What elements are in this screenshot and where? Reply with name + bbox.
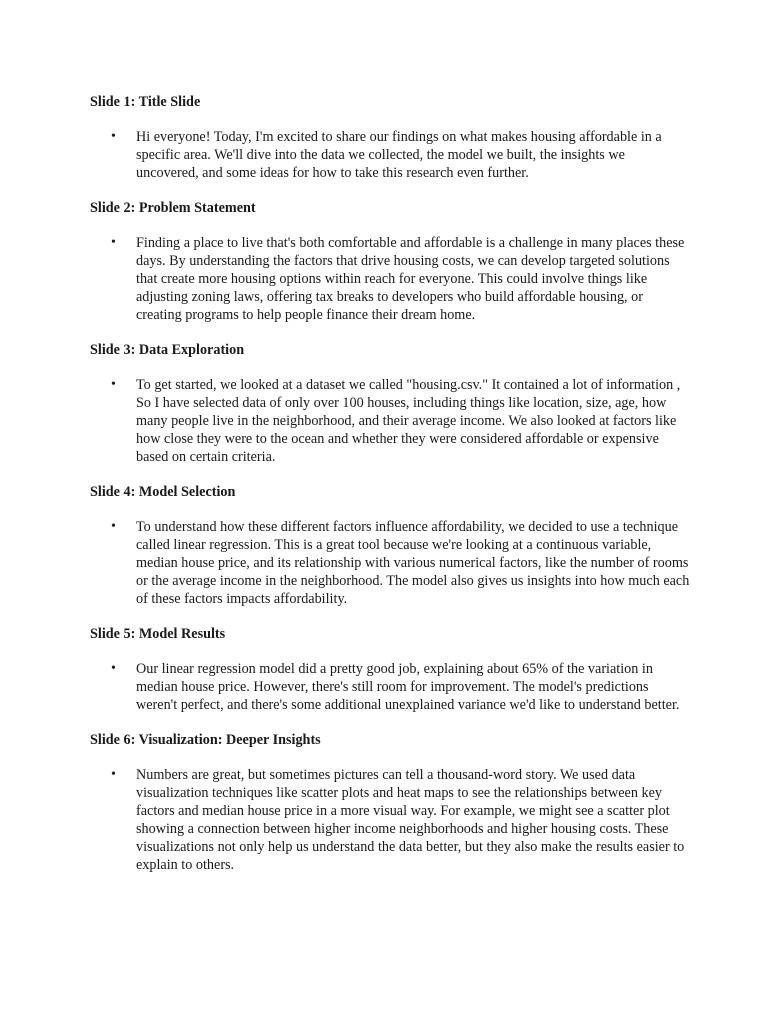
slide-1-bullet-text: Hi everyone! Today, I'm excited to share our findings on what makes housing affordable in a specific area. We'll dive into the data we collected, the model we built, the insights we uncovered, and some ideas for how to take this research even further. xyxy=(136,129,662,181)
slide-4-bullet-text: To understand how these different factors influence affordability, we decided to use a technique called linear regression. This is a great tool because we're looking at a continuous variable, median house price, and its relationship with various numerical factors, like the number of rooms or the average income in the neighborhood. The model also gives us insights into how much each of these factors impacts affordability. xyxy=(136,519,690,607)
slide-6-bullet-item xyxy=(90,766,690,874)
slide-5-bullet-item xyxy=(90,660,690,714)
slide-2-bullet-list xyxy=(90,234,690,324)
slide-3-heading: Slide 3: Data Exploration xyxy=(90,342,245,358)
slide-5-heading: Slide 5: Model Results xyxy=(90,626,226,642)
slide-4-bullet-item xyxy=(90,518,690,608)
slide-6-bullet-text: Numbers are great, but sometimes pictures can tell a thousand-word story. We used data visualization techniques like scatter plots and heat maps to see the relationships between key factors and median house price in a more visual way. For example, we might see a scatter plot showing a connection between higher income neighborhoods and higher housing costs. These visualizations not only help us understand the data better, but they also make the results easier to explain to others. xyxy=(136,767,685,873)
slide-5-bullet-list xyxy=(90,660,690,714)
slide-3-bullet-item xyxy=(90,376,690,466)
slide-6-section xyxy=(90,731,690,874)
slide-3-section xyxy=(90,341,690,466)
slide-2-heading: Slide 2: Problem Statement xyxy=(90,200,256,216)
slide-4-section xyxy=(90,483,690,608)
slide-5-bullet-text: Our linear regression model did a pretty good job, explaining about 65% of the variation in median house price. However, there's still room for improvement. The model's predictions weren't perfect, and there's some additional unexplained variance we'd like to understand better. xyxy=(136,661,680,713)
slide-2-bullet-text: Finding a place to live that's both comfortable and affordable is a challenge in many places these days. By understanding the factors that drive housing costs, we can develop targeted solutions that create more housing options within reach for everyone. This could involve things like adjusting zoning laws, offering tax breaks to developers who build affordable housing, or creating programs to help people finance their dream home. xyxy=(136,235,685,323)
bullet-icon: • xyxy=(111,661,116,676)
slide-3-bullet-list xyxy=(90,376,690,466)
slide-2-bullet-item xyxy=(90,234,690,324)
bullet-icon: • xyxy=(111,519,116,534)
slide-1-bullet-item xyxy=(90,128,690,182)
slide-6-bullet-list xyxy=(90,766,690,874)
slide-3-bullet-text: To get started, we looked at a dataset we called "housing.csv." It contained a lot of information , So I have selected data of only over 100 houses, including things like location, size, age, how many people live in the neighborhood, and their average income. We also looked at factors like how close they were to the ocean and whether they were considered affordable or expensive based on certain criteria. xyxy=(136,377,681,465)
bullet-icon: • xyxy=(111,235,116,250)
slide-6-heading: Slide 6: Visualization: Deeper Insights xyxy=(90,732,321,748)
slide-1-bullet-list xyxy=(90,128,690,182)
slide-1-section xyxy=(90,93,690,182)
bullet-icon: • xyxy=(111,767,116,782)
bullet-icon: • xyxy=(111,377,116,392)
bullet-icon: • xyxy=(111,129,116,144)
document-page xyxy=(90,93,690,891)
slide-1-heading: Slide 1: Title Slide xyxy=(90,94,201,110)
slide-5-section xyxy=(90,625,690,714)
slide-4-bullet-list xyxy=(90,518,690,608)
slide-2-section xyxy=(90,199,690,324)
slide-4-heading: Slide 4: Model Selection xyxy=(90,484,236,500)
